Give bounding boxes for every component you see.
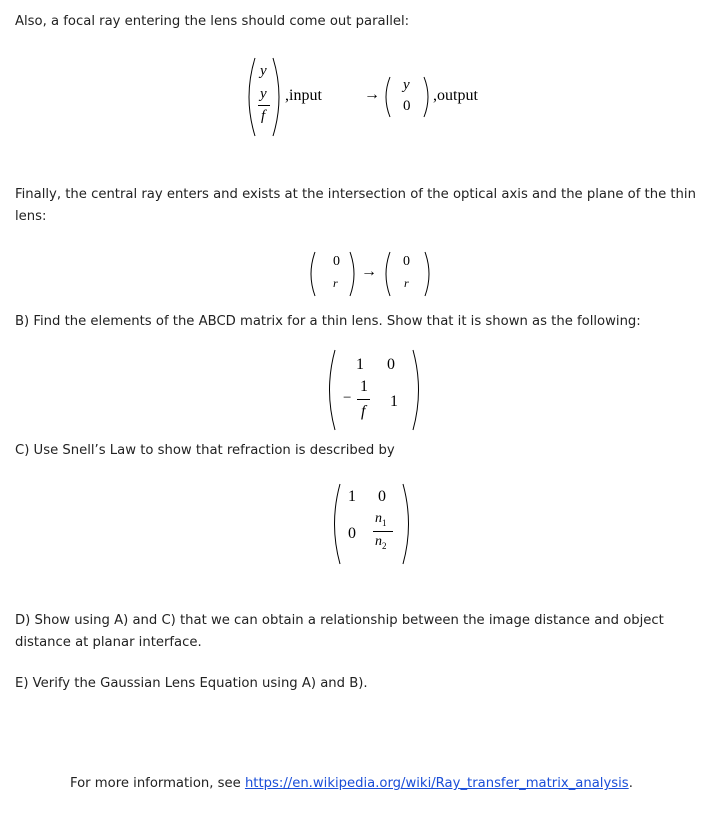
output-label: ,output bbox=[433, 87, 478, 104]
paragraph-part-b: B) Find the elements of the ABCD matrix for a thin lens. Show that it is shown as the following: bbox=[15, 314, 641, 329]
n1-numerator bbox=[375, 511, 387, 528]
matrix-c-numerator: 1 bbox=[360, 378, 368, 395]
output-r: r bbox=[404, 276, 409, 290]
n2-denominator bbox=[375, 534, 387, 551]
input-vector-f-den: f bbox=[261, 108, 266, 124]
parentheses bbox=[240, 55, 520, 140]
footer-prefix: For more information, see bbox=[70, 776, 245, 791]
input-zero: 0 bbox=[333, 254, 340, 269]
wikipedia-link[interactable]: https://en.wikipedia.org/wiki/Ray_transfer_matrix_analysis bbox=[244, 776, 629, 791]
n-symbol: n bbox=[375, 534, 382, 549]
subscript-two: 2 bbox=[382, 540, 387, 551]
fraction-bar bbox=[258, 105, 270, 106]
equation-central-ray bbox=[305, 250, 445, 300]
output-vector-zero: 0 bbox=[403, 98, 411, 114]
input-vector-y: y bbox=[260, 63, 267, 79]
fraction-bar bbox=[357, 399, 370, 400]
paragraph-part-c: C) Use Snell’s Law to show that refraction is described by bbox=[15, 443, 395, 458]
input-label: ,input bbox=[285, 87, 322, 104]
footer-note bbox=[70, 773, 633, 795]
minus-sign: − bbox=[343, 390, 352, 406]
n-symbol: n bbox=[375, 511, 382, 526]
arrow-icon: → bbox=[361, 263, 377, 280]
matrix-a: 1 bbox=[356, 356, 364, 373]
input-r: r bbox=[333, 276, 338, 290]
matrix-refraction bbox=[330, 480, 420, 570]
parentheses bbox=[325, 348, 425, 433]
input-vector-y-num: y bbox=[260, 86, 267, 102]
paragraph-part-d: D) Show using A) and C) that we can obtain a relationship between the image distance and object distance at planar interface. bbox=[15, 613, 664, 650]
matrix-b: 0 bbox=[378, 488, 386, 505]
output-zero: 0 bbox=[403, 254, 410, 269]
fraction-bar bbox=[373, 531, 393, 532]
footer-suffix: . bbox=[628, 776, 633, 791]
matrix-a: 1 bbox=[348, 488, 356, 505]
matrix-b: 0 bbox=[387, 356, 395, 373]
equation-focal-ray bbox=[240, 55, 520, 140]
subscript-one: 1 bbox=[382, 517, 387, 528]
output-vector-y: y bbox=[403, 77, 410, 93]
matrix-thin-lens bbox=[325, 348, 425, 433]
matrix-c-denominator: f bbox=[361, 403, 366, 420]
paragraph-central-ray: Finally, the central ray enters and exists at the intersection of the optical axis and the plane of the thin lens: bbox=[15, 187, 696, 224]
paragraph-focal-intro: Also, a focal ray entering the lens should come out parallel: bbox=[15, 14, 410, 29]
matrix-c: 0 bbox=[348, 525, 356, 542]
matrix-d: 1 bbox=[390, 393, 398, 410]
arrow-icon: → bbox=[364, 86, 380, 103]
paragraph-part-e: E) Verify the Gaussian Lens Equation using A) and B). bbox=[15, 676, 368, 691]
